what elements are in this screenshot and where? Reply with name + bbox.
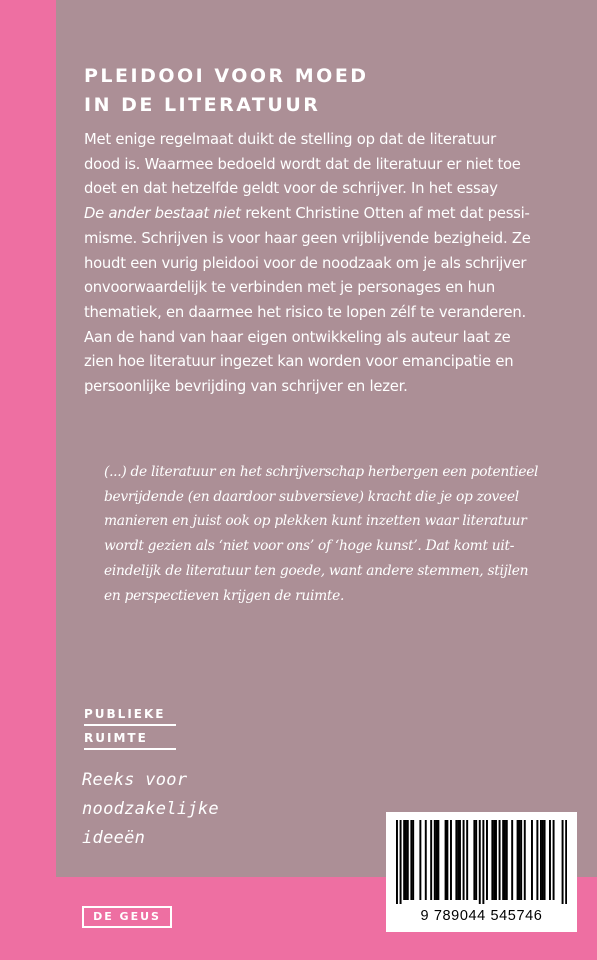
- quote-line: en perspectieven krijgen de ruimte.: [104, 587, 345, 604]
- barcode-bar: [495, 820, 497, 900]
- blurb-line: onvoorwaardelijk te verbinden met je personages en hun: [84, 279, 496, 297]
- barcode-bar: [486, 820, 488, 900]
- blurb-line: persoonlijke bevrijding van schrijver en lezer.: [84, 378, 408, 396]
- pull-quote: [104, 460, 574, 608]
- barcode-bar: [457, 820, 459, 900]
- barcode-bar: [504, 820, 506, 900]
- barcode-bar: [479, 820, 481, 904]
- barcode-bar: [493, 820, 495, 900]
- blurb-line: [84, 202, 574, 227]
- barcode-bar: [434, 820, 436, 900]
- barcode-bar: [562, 820, 564, 904]
- barcode-bar: [475, 820, 477, 900]
- barcode-bar: [531, 820, 533, 900]
- barcode-bar: [473, 820, 475, 900]
- isbn-barcode: [386, 812, 577, 932]
- blurb-line: doet en dat hetzelfde geldt voor de schrijver. In het essay: [84, 180, 498, 198]
- blurb-line: houdt een vurig pleidooi voor de noodzaak om je als schrijver: [84, 254, 527, 272]
- barcode-bar: [403, 820, 405, 900]
- title-line: IN DE LITERATUUR: [84, 94, 321, 116]
- barcode-bar: [407, 820, 409, 900]
- quote-line: manieren en juist ook op plekken kunt inzetten waar literatuur: [104, 513, 527, 530]
- barcode-bar: [502, 820, 504, 900]
- barcode-bar: [430, 820, 432, 900]
- barcode-bar: [536, 820, 538, 900]
- barcode-bar: [450, 820, 452, 900]
- barcode-bar: [436, 820, 438, 900]
- barcode-bar: [410, 820, 412, 900]
- barcode-bar: [549, 820, 551, 900]
- blurb-line: zien hoe literatuur ingezet kan worden voor emancipatie en: [84, 353, 514, 371]
- quote-line: (...) de literatuur en het schrijverschap herbergen een potentieel: [104, 464, 539, 480]
- blurb-line: Aan de hand van haar eigen ontwikkeling als auteur laat ze: [84, 328, 511, 346]
- barcode-bar: [517, 820, 519, 900]
- quote-line: eindelijk de literatuur ten goede, want andere stemmen, stijlen: [104, 562, 529, 579]
- tagline-line: ideeën: [82, 828, 146, 848]
- barcode-bar: [482, 820, 484, 904]
- barcode-bar: [544, 820, 546, 900]
- barcode-bar: [553, 820, 555, 900]
- blurb-text: [84, 128, 574, 400]
- barcode-bar: [499, 820, 501, 900]
- barcode-bar: [463, 820, 465, 900]
- series-logo-publieke-ruimte: [84, 707, 176, 750]
- barcode-bar: [455, 820, 457, 900]
- barcode-bar: [459, 820, 461, 900]
- barcode-bar: [425, 820, 427, 900]
- barcode-bar: [542, 820, 544, 900]
- title-line: PLEIDOOI VOOR MOED: [84, 65, 369, 87]
- barcode-bar: [405, 820, 407, 900]
- barcode-bar: [491, 820, 493, 900]
- isbn-number: 9 789044 545746: [420, 908, 543, 924]
- barcode-bar: [540, 820, 542, 900]
- barcode-bar: [419, 820, 421, 900]
- barcode-bar: [520, 820, 522, 900]
- blurb-line: Met enige regelmaat duikt de stelling op dat de literatuur: [84, 131, 497, 148]
- barcode-bar: [524, 820, 526, 900]
- barcode-bar: [396, 820, 398, 904]
- barcode-bar: [446, 820, 448, 900]
- book-title-italic: De ander bestaat niet: [84, 205, 241, 223]
- barcode-bar: [506, 820, 508, 900]
- barcode-bar: [518, 820, 520, 900]
- quote-line: wordt gezien als ‘niet voor ons’ of ‘hoge kunst’. Dat komt uit-: [104, 538, 515, 555]
- quote-line: bevrijdende (en daardoor subversieve) kracht die je op zoveel: [104, 488, 519, 505]
- barcode-bars: [396, 820, 567, 904]
- barcode-bar: [466, 820, 468, 900]
- back-cover-title: [84, 62, 544, 120]
- barcode-bar: [565, 820, 567, 904]
- barcode-bar: [412, 820, 414, 900]
- barcode-bar: [400, 820, 402, 904]
- series-tagline: [82, 766, 342, 853]
- series-logo-line: RUIMTE: [84, 726, 176, 750]
- barcode-bar: [511, 820, 513, 900]
- barcode-bar: [437, 820, 439, 900]
- tagline-line: Reeks voor: [82, 770, 188, 790]
- blurb-line-remainder: rekent Christine Otten af met dat pessi-: [245, 205, 530, 223]
- series-logo-line: PUBLIEKE: [84, 707, 176, 726]
- blurb-line: thematiek, en daarmee het risico te lopen zélf te veranderen.: [84, 303, 526, 321]
- barcode-bar: [445, 820, 447, 900]
- blurb-line: misme. Schrijven is voor haar geen vrijblijvende bezigheid. Ze: [84, 229, 531, 247]
- blurb-line: dood is. Waarmee bedoeld wordt dat de literatuur er niet toe: [84, 155, 521, 173]
- tagline-line: noodzakelijke: [82, 799, 219, 819]
- publisher-logo: DE GEUS: [82, 906, 172, 928]
